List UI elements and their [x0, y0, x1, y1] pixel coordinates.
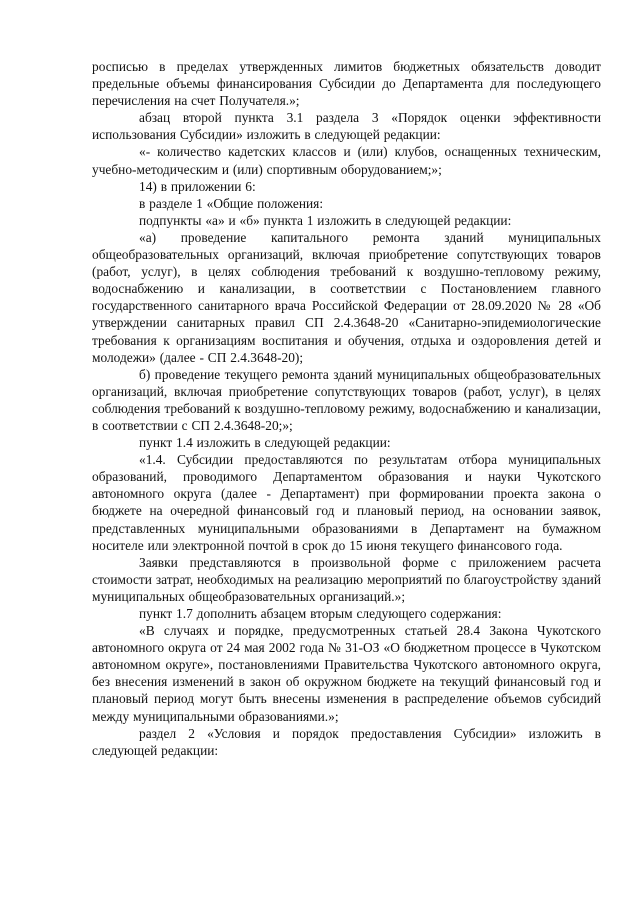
paragraph-applications: Заявки представляются в произвольной форме с приложением расчета стоимости затрат, необходимых на реализацию мероприятий по благоустройству зданий муниципальных общеобразовательных организаций.»; — [92, 554, 601, 604]
paragraph-section-1: в разделе 1 «Общие положения: — [139, 195, 324, 211]
paragraph-item-a: «а) проведение капитального ремонта зданий муниципальных общеобразовательных организаций, включая приобретение сопутствующих товаров (работ, услуг), в целях соблюдения требований к воздушно-тепловому режиму, водоснабжению и канализации, в соответствии с Постановлением главного государственного санитарного врача Российской Федерации от 28.09.2020 № 28 «Об утверждении санитарных правил СП 2.4.3648-20 «Санитарно-эпидемиологические требования к организациям воспитания и обучения, отдыха и оздоровления детей и молодежи» (далее - СП 2.4.3648-20); — [92, 229, 601, 365]
paragraph-budget-limits: росписью в пределах утвержденных лимитов бюджетных обязательств доводит предельные объемы финансирования Субсидии до Департамента для последующего перечисления на счет Получателя.»; — [92, 59, 601, 109]
paragraph-appendix-6: 14) в приложении 6: — [139, 178, 256, 194]
document-page — [92, 58, 601, 759]
paragraph-subitems-a-b: подпункты «а» и «б» пункта 1 изложить в следующей редакции: — [139, 212, 512, 228]
paragraph-cadet-classes: «- количество кадетских классов и (или) клубов, оснащенных техническим, учебно-методическим и (или) спортивным оборудованием;»; — [92, 144, 601, 177]
paragraph-item-b: б) проведение текущего ремонта зданий муниципальных общеобразовательных организаций, включая приобретение сопутствующих товаров (работ, услуг), в целях соблюдения требований к воздушно-тепловому режиму, водоснабжению и канализации, в соответствии с СП 2.4.3648-20;»; — [92, 366, 601, 433]
paragraph-item-1-7-heading: пункт 1.7 дополнить абзацем вторым следующего содержания: — [139, 606, 502, 621]
paragraph-item-1-7: «В случаях и порядке, предусмотренных статьей 28.4 Закона Чукотского автономного округа от 24 мая 2002 года № 31-ОЗ «О бюджетном процессе в Чукотском автономном округе», постановлениями Правительства Чукотского автономного округа, без внесения изменений в закон об окружном бюджете на текущий финансовый год и плановый период могут быть внесены изменения в распределение объемов субсидий между муниципальными образованиями.»; — [92, 623, 601, 724]
paragraph-section-2: раздел 2 «Условия и порядок предоставления Субсидии» изложить в следующей редакции: — [92, 725, 601, 758]
paragraph-item-1-4: «1.4. Субсидии предоставляются по результатам отбора муниципальных образований, проводимого Департаментом образования и науки Чукотского автономного округа (далее - Департамент) при формировании проекта закона о бюджете на очередной финансовый год и плановый период, на основании заявок, представленных муниципальными образованиями в Департамент на бумажном носителе или электронной почтой в срок до 15 июня текущего финансового года. — [92, 452, 601, 553]
paragraph-amend-3-1: абзац второй пункта 3.1 раздела 3 «Порядок оценки эффективности использования Субсидии» изложить в следующей редакции: — [92, 110, 601, 143]
paragraph-item-1-4-heading: пункт 1.4 изложить в следующей редакции: — [139, 435, 391, 451]
